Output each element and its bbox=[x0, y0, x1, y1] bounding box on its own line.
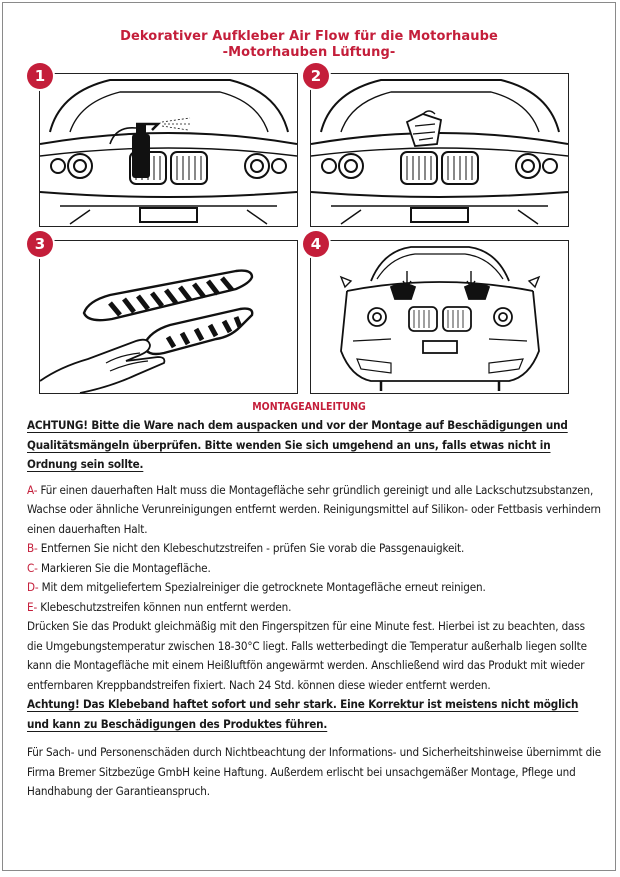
instruction-text: Entfernen Sie nicht den Klebeschutzstreifen - prüfen Sie vorab die Passgenauigkeit. bbox=[40, 541, 465, 555]
instruction-text: Für einen dauerhaften Halt muss die Montagefläche sehr gründlich gereinigt und alle Lackschutzsubstanzen, Wachse oder ähnliche Verunreinigungen entfernt werden. Reinigungsmittel auf Silikon- oder Fettbasis verhindern einen dauerhaften Halt. bbox=[27, 482, 601, 536]
step-1-badge: 1 bbox=[27, 63, 53, 89]
air-flow-sticker-illustration bbox=[40, 241, 297, 393]
car-front-mounted-illustration bbox=[311, 241, 568, 393]
instruction-e bbox=[27, 598, 602, 618]
instruction-b bbox=[27, 539, 602, 559]
instruction-text: Klebeschutzstreifen können nun entfernt werden. bbox=[40, 599, 292, 614]
car-cleaning-illustration bbox=[311, 74, 568, 226]
disclaimer-text: Für Sach- und Personenschäden durch Nichtbeachtung der Informations- und Sicherheitshinweise übernimmt die Firma Bremer Sitzbezüge GmbH keine Haftung. Außerdem erlischt bei unsachgemäßer Montage, Pflege und Handhabung der Garantieanspruch. bbox=[27, 745, 602, 798]
step-3-badge: 3 bbox=[27, 231, 53, 257]
instruction-letter: A- bbox=[27, 482, 38, 497]
instruction-d bbox=[27, 578, 602, 598]
instruction-letter: C- bbox=[27, 560, 38, 575]
instruction-a bbox=[27, 481, 602, 540]
instruction-text: Markieren Sie die Montagefläche. bbox=[40, 560, 211, 575]
instruction-sheet bbox=[2, 2, 616, 871]
car-spray-illustration bbox=[40, 74, 297, 226]
pressing-paragraph: Drücken Sie das Produkt gleichmäßig mit den Fingerspitzen für eine Minute fest. Hierbei ist zu beachten, dass die Umgebungstemperatur zwischen 18-30°C liegt. Falls wetterbedingt die Temperatur außerhalb liegen sollte kann die Montagefläche mit einem Heißluftfön angewärmt werden. Anschließend wird das Produkt mit wieder entfernbaren Kreppbandstreifen fixiert. Nach 24 Std. können diese wieder entfernt werden. bbox=[27, 619, 587, 692]
step-1-panel bbox=[39, 73, 298, 227]
title-line-2: -Motorhauben Lüftung- bbox=[222, 45, 396, 60]
instructions-text bbox=[27, 416, 602, 802]
instruction-letter: B- bbox=[27, 541, 38, 555]
step-2-panel bbox=[310, 73, 569, 227]
instruction-letter: D- bbox=[27, 580, 39, 594]
title-line-1: Dekorativer Aufkleber Air Flow für die Motorhaube bbox=[120, 29, 498, 44]
step-3-panel bbox=[39, 240, 298, 394]
instruction-text: Mit dem mitgeliefertem Spezialreiniger die getrocknete Montagefläche erneut reinigen. bbox=[41, 580, 486, 594]
section-heading: MONTAGEANLEITUNG bbox=[252, 401, 366, 413]
instruction-letter: E- bbox=[27, 599, 38, 614]
warning-text: ACHTUNG! Bitte die Ware nach dem auspacken und vor der Montage auf Beschädigungen und Qualitätsmängeln überprüfen. Bitte wenden Sie sich umgehend an uns, falls etwas nicht in Ordnung sein sollte. bbox=[27, 418, 568, 471]
instruction-c bbox=[27, 559, 602, 579]
step-2-badge: 2 bbox=[303, 63, 329, 89]
step-4-badge: 4 bbox=[303, 231, 329, 257]
adhesive-warning: Achtung! Das Klebeband haftet sofort und sehr stark. Eine Korrektur ist meistens nicht möglich und kann zu Beschädigungen des Produktes führen. bbox=[27, 697, 579, 731]
step-4-panel bbox=[310, 240, 569, 394]
